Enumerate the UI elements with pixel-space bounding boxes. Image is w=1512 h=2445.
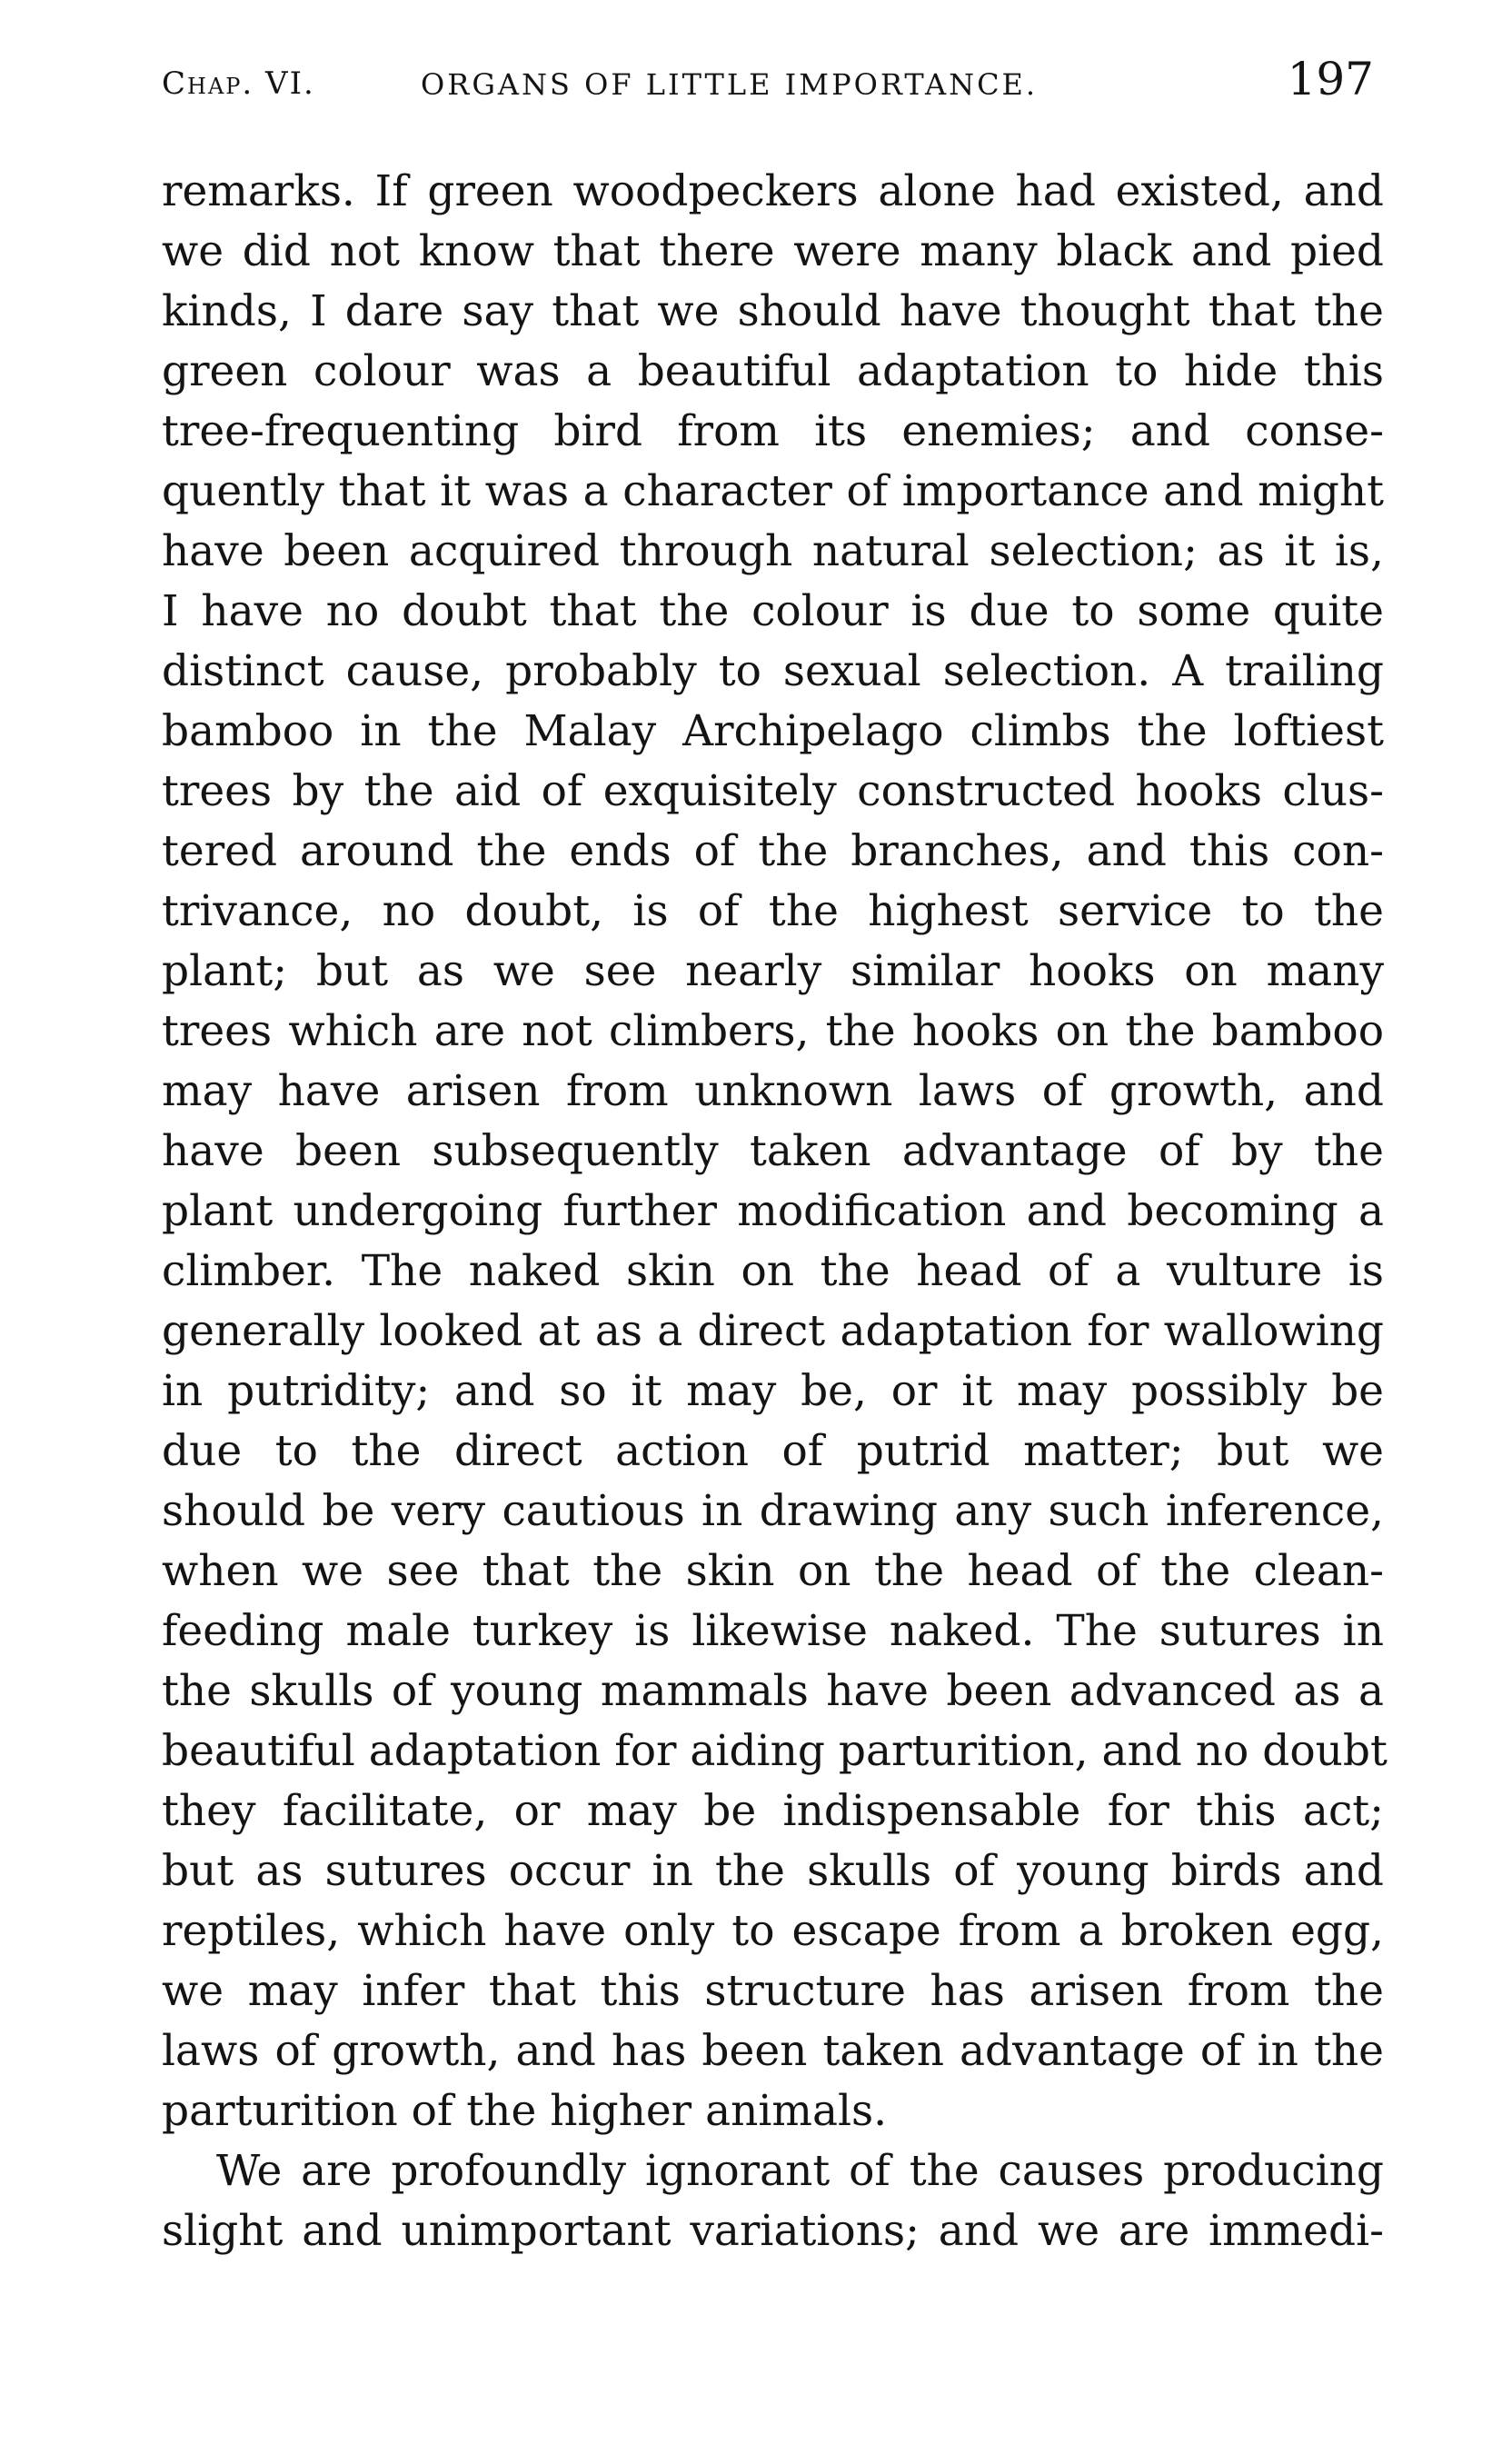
text-line: have been acquired through natural selection; as it is, xyxy=(162,526,1384,576)
text-line: kinds, I dare say that we should have thought that the xyxy=(162,286,1384,336)
page-number: 197 xyxy=(1287,53,1374,105)
text-line: due to the direct action of putrid matter; but we xyxy=(162,1426,1384,1476)
text-line: climber. The naked skin on the head of a vulture is xyxy=(162,1246,1384,1296)
text-line: plant; but as we see nearly similar hooks on many xyxy=(162,946,1384,996)
text-line: bamboo in the Malay Archipelago climbs the loftiest xyxy=(162,706,1384,756)
text-line: but as sutures occur in the skulls of young birds and xyxy=(162,1846,1384,1896)
text-line: the skulls of young mammals have been advanced as a xyxy=(162,1666,1384,1716)
paragraph-end-line: parturition of the higher animals. xyxy=(162,2086,888,2136)
chapter-label: Chap. VI. xyxy=(162,65,315,102)
text-line: trees by the aid of exquisitely constructed hooks clus- xyxy=(162,766,1384,816)
running-head xyxy=(162,53,1407,116)
text-line: green colour was a beautiful adaptation to hide this xyxy=(162,346,1384,396)
text-line: may have arisen from unknown laws of growth, and xyxy=(162,1066,1384,1116)
text-line: tree-frequenting bird from its enemies; and conse- xyxy=(162,406,1384,456)
text-line: plant undergoing further modification and becoming a xyxy=(162,1186,1384,1236)
running-title: ORGANS OF LITTLE IMPORTANCE. xyxy=(421,67,1039,102)
text-line: quently that it was a character of importance and might xyxy=(162,466,1384,516)
text-line: distinct cause, probably to sexual selection. A trailing xyxy=(162,646,1384,696)
text-line: I have no doubt that the colour is due to some quite xyxy=(162,586,1384,636)
text-line: reptiles, which have only to escape from a broken egg, xyxy=(162,1906,1384,1956)
paragraph-start-line: We are profoundly ignorant of the causes producing xyxy=(216,2146,1384,2196)
text-line: feeding male turkey is likewise naked. The sutures in xyxy=(162,1606,1384,1656)
body-text xyxy=(162,162,1388,2261)
text-line: in putridity; and so it may be, or it may possibly be xyxy=(162,1366,1384,1416)
text-line: they facilitate, or may be indispensable for this act; xyxy=(162,1786,1384,1836)
text-line: trivance, no doubt, is of the highest service to the xyxy=(162,886,1384,936)
text-line: trees which are not climbers, the hooks on the bamboo xyxy=(162,1006,1384,1056)
text-line: when we see that the skin on the head of the clean- xyxy=(162,1546,1384,1596)
text-line: tered around the ends of the branches, and this con- xyxy=(162,826,1384,876)
text-line: laws of growth, and has been taken advantage of in the xyxy=(162,2026,1384,2076)
text-line: slight and unimportant variations; and we are immedi- xyxy=(162,2206,1384,2256)
text-line: generally looked at as a direct adaptation for wallowing xyxy=(162,1306,1384,1356)
text-line: beautiful adaptation for aiding parturition, and no doubt xyxy=(162,1726,1388,1776)
text-line: we may infer that this structure has arisen from the xyxy=(162,1966,1384,2016)
text-line: we did not know that there were many black and pied xyxy=(162,226,1384,276)
text-line: have been subsequently taken advantage of by the xyxy=(162,1126,1384,1176)
text-line: should be very cautious in drawing any such inference, xyxy=(162,1486,1384,1536)
text-line: remarks. If green woodpeckers alone had existed, and xyxy=(162,166,1384,216)
